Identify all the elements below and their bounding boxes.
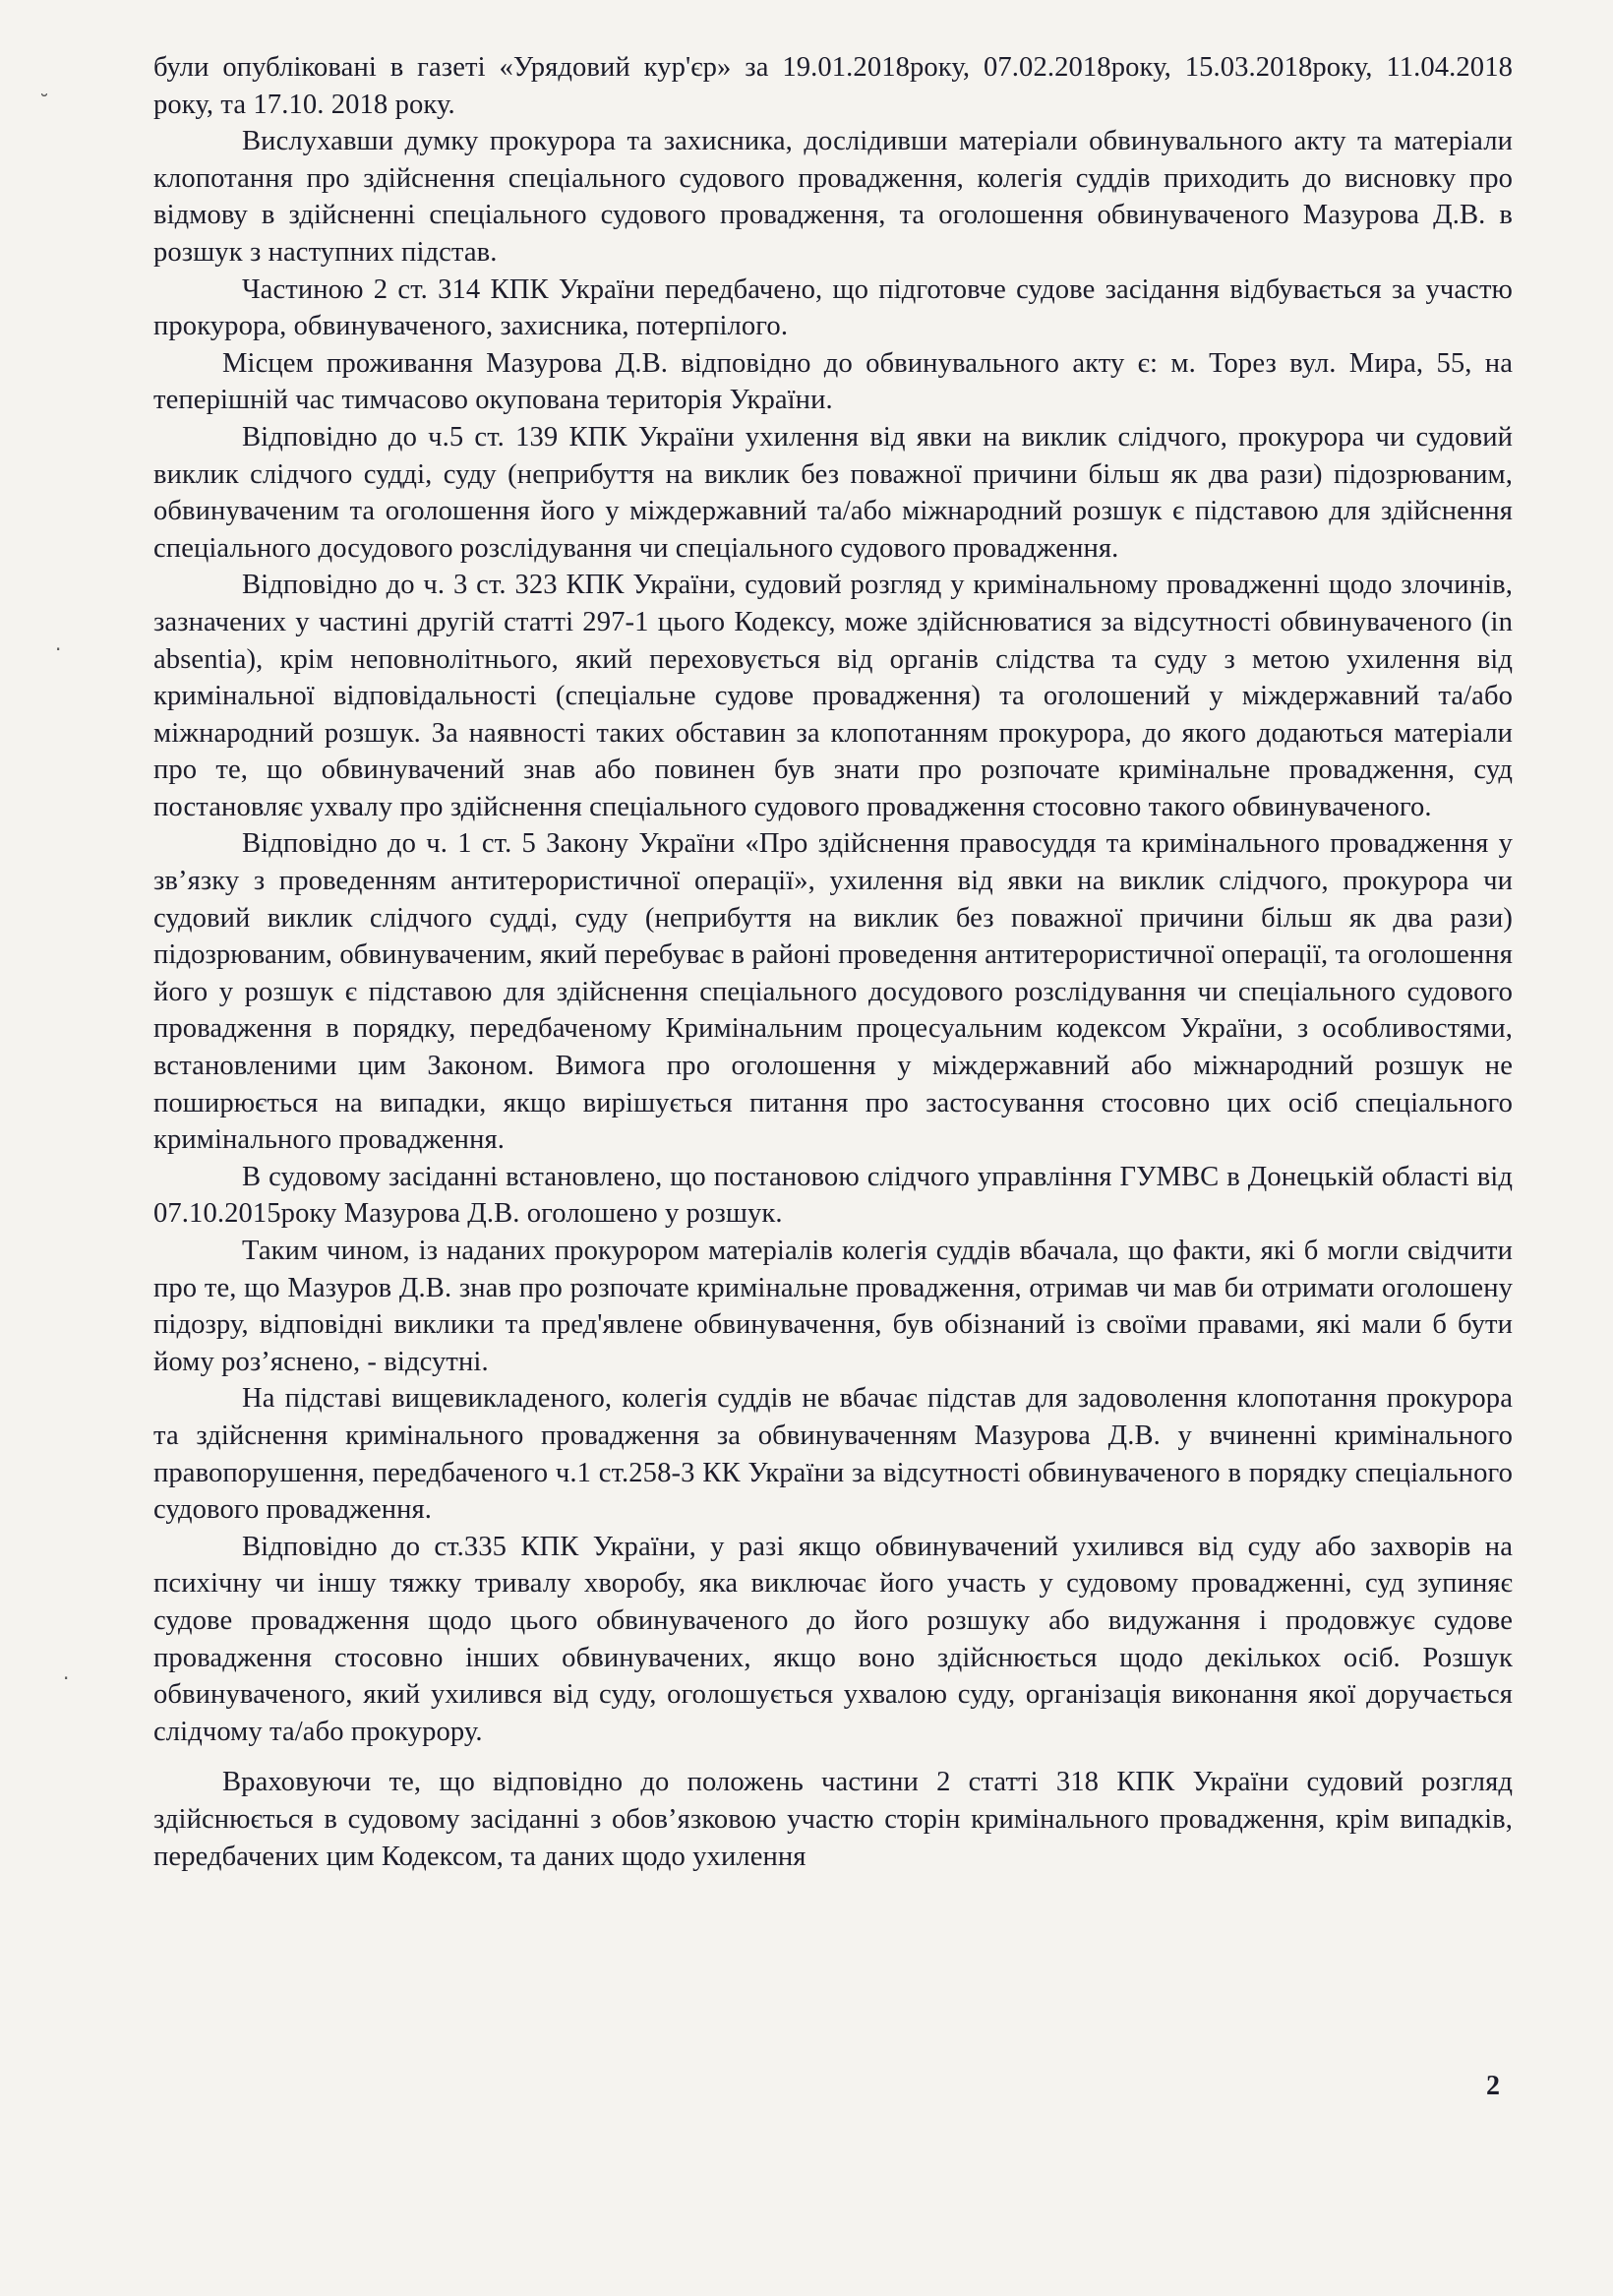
page-number: 2 [1486, 2071, 1500, 2101]
paragraph: Таким чином, із наданих прокурором матеріалів колегія суддів вбачала, що факти, які б могли свідчити про те, що Мазуров Д.В. знав про розпочате кримінальне провадження, отримав чи мав би отримати оголошену підозру, відповідні виклики та пред'явлене обвинувачення, був обізнаний із своїми правами, які мали б бути йому роз’яснено, - відсутні. [153, 1236, 1513, 1377]
paragraph: В судовому засіданні встановлено, що постановою слідчого управління ГУМВС в Донецькій області від 07.10.2015року Мазурова Д.В. оголошено у розшук. [153, 1161, 1513, 1230]
paragraph: Відповідно до ч.5 ст. 139 КПК України ухилення від явки на виклик слідчого, прокурора чи судовий виклик слідчого судді, суду (неприбуття на виклик без поважної причини більш як два рази) підозрюваним, обвинуваченим та оголошення його у міждержавний та/або міжнародний розшук є підставою для здійснення спеціального досудового розслідування чи спеціального судового провадження. [153, 421, 1513, 564]
scan-mark: ˘ [39, 91, 49, 114]
paragraph: Відповідно до ст.335 КПК України, у разі якщо обвинувачений ухилився від суду або захворів на психічну чи іншу тяжку тривалу хворобу, яка виключає його участь у судовому провадженні, суд зупиняє судове провадження щодо цього обвинуваченого до його розшуку або видужання і продовжує судове провадження стосовно інших обвинувачених, якщо воно здійснюється щодо декількох осіб. Розшук обвинуваченого, який ухилився від суду, оголошується ухвалою суду, організація виконання якої доручається слідчому та/або прокурору. [153, 1531, 1513, 1747]
paragraph: Частиною 2 ст. 314 КПК України передбачено, що підготовче судове засідання відбувається за участю прокурора, обвинуваченого, захисника, потерпілого. [153, 273, 1513, 342]
scan-mark: · [55, 637, 62, 661]
paragraph: Відповідно до ч. 1 ст. 5 Закону України «Про здійснення правосуддя та кримінального провадження у зв’язку з проведенням антитерористичної операції», ухилення від явки на виклик слідчого, прокурора чи судовий виклик слідчого судді, суду (неприбуття на виклик без поважної причини більш як два рази) підозрюваним, обвинуваченим, який перебуває в районі проведення антитерористичної операції, та оголошення його у розшук є підставою для здійснення спеціального досудового розслідування чи спеціального судового провадження в порядку, передбаченому Кримінальним процесуальним кодексом України, з особливостями, встановленими цим Законом. Вимога про оголошення у міждержавний або міжнародний розшук не поширюється на випадки, якщо вирішується питання про застосування стосовно цих осіб спеціального кримінального провадження. [153, 828, 1513, 1156]
scan-mark: · [63, 1666, 70, 1690]
paragraph: Місцем проживання Мазурова Д.В. відповідно до обвинувального акту є: м. Торез вул. Мира, 55, на теперішній час тимчасово окупована територія України. [153, 347, 1513, 416]
paragraph: На підставі вищевикладеного, колегія суддів не вбачає підстав для задоволення клопотання прокурора та здійснення кримінального провадження за обвинуваченням Мазурова Д.В. у вчиненні кримінального правопорушення, передбаченого ч.1 ст.258-3 КК України за відсутності обвинуваченого в порядку спеціального судового провадження. [153, 1383, 1513, 1526]
paragraph: Вислухавши думку прокурора та захисника, дослідивши матеріали обвинувального акту та матеріали клопотання про здійснення спеціального судового провадження, колегія суддів приходить до висновку про відмову в здійсненні спеціального судового провадження, та оголошення обвинуваченого Мазурова Д.В. в розшук з наступних підстав. [153, 126, 1513, 268]
paragraph: Враховуючи те, що відповідно до положень частини 2 статті 318 КПК України судовий розгляд здійснюється в судовому засіданні з обов’язковою участю сторін кримінального провадження, крім випадків, передбачених цим Кодексом, та даних щодо ухилення [153, 1767, 1513, 1872]
paragraph: Відповідно до ч. 3 ст. 323 КПК України, судовий розгляд у кримінальному провадженні щодо злочинів, зазначених у частині другій статті 297-1 цього Кодексу, може здійснюватися за відсутності обвинуваченого (in absentia), крім неповнолітнього, який переховується від органів слідства та суду з метою ухилення від кримінальної відповідальності (спеціальне судове провадження) та оголошений у міждержавний та/або міжнародний розшук. За наявності таких обставин за клопотанням прокурора, до якого додаються матеріали про те, що обвинувачений знав або повинен був знати про розпочате кримінальне провадження, суд постановляє ухвалу про здійснення спеціального судового провадження стосовно такого обвинуваченого. [153, 570, 1513, 822]
paragraph: були опубліковані в газеті «Урядовий кур'єр» за 19.01.2018року, 07.02.2018року, 15.03.2018року, 11.04.2018 року, та 17.10. 2018 року. [153, 52, 1513, 120]
document-body [153, 49, 1513, 1875]
